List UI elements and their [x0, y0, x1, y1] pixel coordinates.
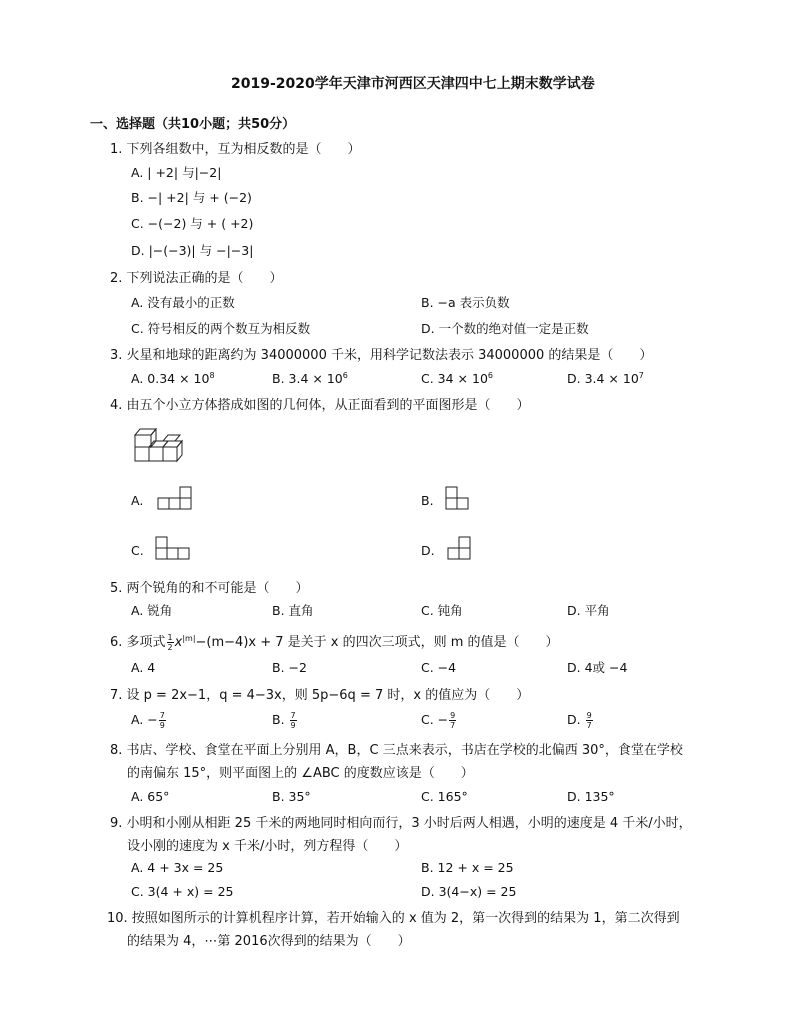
question-10-line-2: 的结果为 4，⋯第 2016次得到的结果为（ ）: [127, 934, 411, 949]
q7a-label: A. −: [131, 712, 158, 727]
q7d-numerator: 9: [586, 711, 592, 720]
q6-fraction-denominator: 2: [167, 643, 173, 652]
q6-fraction: [167, 633, 174, 652]
question-1-stem: 1. 下列各组数中，互为相反数的是（ ）: [110, 142, 361, 157]
question-5-option-c[interactable]: C. 钝角: [421, 603, 463, 618]
question-6-option-a[interactable]: A. 4: [131, 660, 156, 675]
question-6-option-b[interactable]: B. −2: [272, 660, 307, 675]
q7b-fraction: [290, 711, 297, 730]
question-5-option-b[interactable]: B. 直角: [272, 603, 314, 618]
question-5-option-d[interactable]: D. 平角: [567, 603, 610, 618]
question-7-option-c[interactable]: [421, 711, 457, 730]
question-9-option-a[interactable]: A. 4 + 3x = 25: [131, 860, 224, 875]
option-c-base: C. 34 × 10: [421, 371, 488, 386]
option-d-figure[interactable]: [445, 534, 477, 564]
question-3-option-c[interactable]: [421, 370, 493, 388]
option-c-figure[interactable]: [153, 534, 197, 564]
option-a-figure[interactable]: [155, 484, 197, 514]
question-4-option-d-label[interactable]: D.: [421, 543, 435, 558]
q6-fraction-numerator: 1: [167, 633, 173, 642]
question-8-option-d[interactable]: D. 135°: [567, 789, 615, 804]
q7c-fraction: [449, 711, 456, 730]
question-7-option-a[interactable]: [131, 711, 167, 730]
q7a-denominator: 9: [159, 721, 165, 730]
question-6-option-c[interactable]: C. −4: [421, 660, 457, 675]
question-7-stem: 7. 设 p = 2x−1，q = 4−3x，则 5p−6q = 7 时，x 的值应为（ ）: [110, 688, 530, 703]
q7c-denominator: 7: [450, 721, 456, 730]
question-8-line-2: 的南偏东 15°，则平面图上的 ∠ABC 的度数应该是（ ）: [127, 766, 474, 781]
question-7-option-b[interactable]: [272, 711, 298, 730]
option-d-base: D. 3.4 × 10: [567, 371, 639, 386]
option-c-exponent: 6: [487, 371, 494, 380]
question-3-option-d[interactable]: [567, 370, 644, 388]
question-9-option-d[interactable]: D. 3(4−x) = 25: [421, 884, 517, 899]
question-8-option-c[interactable]: C. 165°: [421, 789, 468, 804]
question-1-option-c[interactable]: C. −(−2) 与 + ( +2): [131, 216, 254, 231]
q7b-numerator: 7: [290, 711, 296, 720]
question-2-option-b[interactable]: B. −a 表示负数: [421, 295, 510, 310]
option-d-exponent: 7: [638, 371, 644, 380]
question-5-option-a[interactable]: A. 锐角: [131, 603, 173, 618]
q7d-label: D.: [567, 712, 581, 727]
q7b-denominator: 9: [290, 721, 296, 730]
q6-rest: −(m−4)x + 7 是关于 x 的四次三项式，则 m 的值是（ ）: [195, 635, 559, 650]
option-b-base: B. 3.4 × 10: [272, 371, 343, 386]
question-9-option-b[interactable]: B. 12 + x = 25: [421, 860, 514, 875]
q6-exponent: |m|: [182, 634, 196, 643]
q7a-numerator: 7: [159, 711, 165, 720]
q6-prefix: 6. 多项式: [110, 635, 166, 650]
question-7-option-d[interactable]: [567, 711, 594, 730]
question-8-line-1: 8. 书店、学校、食堂在平面上分别用 A，B，C 三点来表示，书店在学校的北偏西 30°，食堂在学校: [110, 743, 683, 758]
question-6-stem: [110, 633, 559, 652]
q7c-numerator: 9: [450, 711, 456, 720]
q6-variable: x: [174, 635, 183, 650]
question-2-option-a[interactable]: A. 没有最小的正数: [131, 295, 235, 310]
option-b-figure[interactable]: [443, 484, 475, 514]
question-3-option-a[interactable]: [131, 370, 215, 388]
question-4-option-b-label[interactable]: B.: [421, 493, 434, 508]
question-4-option-a-label[interactable]: A.: [131, 493, 144, 508]
q7b-label: B.: [272, 712, 285, 727]
q7a-fraction: [159, 711, 166, 730]
question-1-option-b[interactable]: B. −| +2| 与 + (−2): [131, 190, 252, 205]
q7d-denominator: 7: [586, 721, 592, 730]
question-5-stem: 5. 两个锐角的和不可能是（ ）: [110, 581, 309, 596]
question-2-option-d[interactable]: D. 一个数的绝对值一定是正数: [421, 321, 589, 336]
option-a-exponent: 8: [209, 371, 215, 380]
question-9-line-1: 9. 小明和小刚从相距 25 千米的两地同时相向而行，3 小时后两人相遇，小明的速度是 4 千米/小时，: [110, 816, 692, 831]
cube-solid-figure: [130, 425, 190, 465]
question-3-stem: 3. 火星和地球的距离约为 34000000 千米，用科学记数法表示 34000000 的结果是（ ）: [110, 348, 653, 363]
question-2-option-c[interactable]: C. 符号相反的两个数互为相反数: [131, 321, 311, 336]
question-9-option-c[interactable]: C. 3(4 + x) = 25: [131, 884, 234, 899]
question-4-stem: 4. 由五个小立方体搭成如图的几何体，从正面看到的平面图形是（ ）: [110, 398, 530, 413]
question-9-line-2: 设小刚的速度为 x 千米/小时，列方程得（ ）: [127, 839, 408, 854]
question-4-option-c-label[interactable]: C.: [131, 543, 144, 558]
question-2-stem: 2. 下列说法正确的是（ ）: [110, 271, 283, 286]
question-1-option-a[interactable]: A. | +2| 与|−2|: [131, 165, 222, 180]
option-b-exponent: 6: [342, 371, 348, 380]
question-10-line-1: 10. 按照如图所示的计算机程序计算，若开始输入的 x 值为 2，第一次得到的结果为 1，第二次得到: [107, 911, 680, 926]
q7d-fraction: [586, 711, 593, 730]
page-title: 2019-2020学年天津市河西区天津四中七上期末数学试卷: [231, 76, 595, 92]
question-1-option-d[interactable]: D. |−(−3)| 与 −|−3|: [131, 243, 254, 258]
section-heading: 一、选择题（共10小题；共50分）: [90, 117, 296, 132]
question-6-option-d[interactable]: D. 4或 −4: [567, 660, 628, 675]
q7c-label: C. −: [421, 712, 449, 727]
question-8-option-b[interactable]: B. 35°: [272, 789, 311, 804]
question-3-option-b[interactable]: [272, 370, 348, 388]
option-a-base: A. 0.34 × 10: [131, 371, 210, 386]
question-8-option-a[interactable]: A. 65°: [131, 789, 170, 804]
